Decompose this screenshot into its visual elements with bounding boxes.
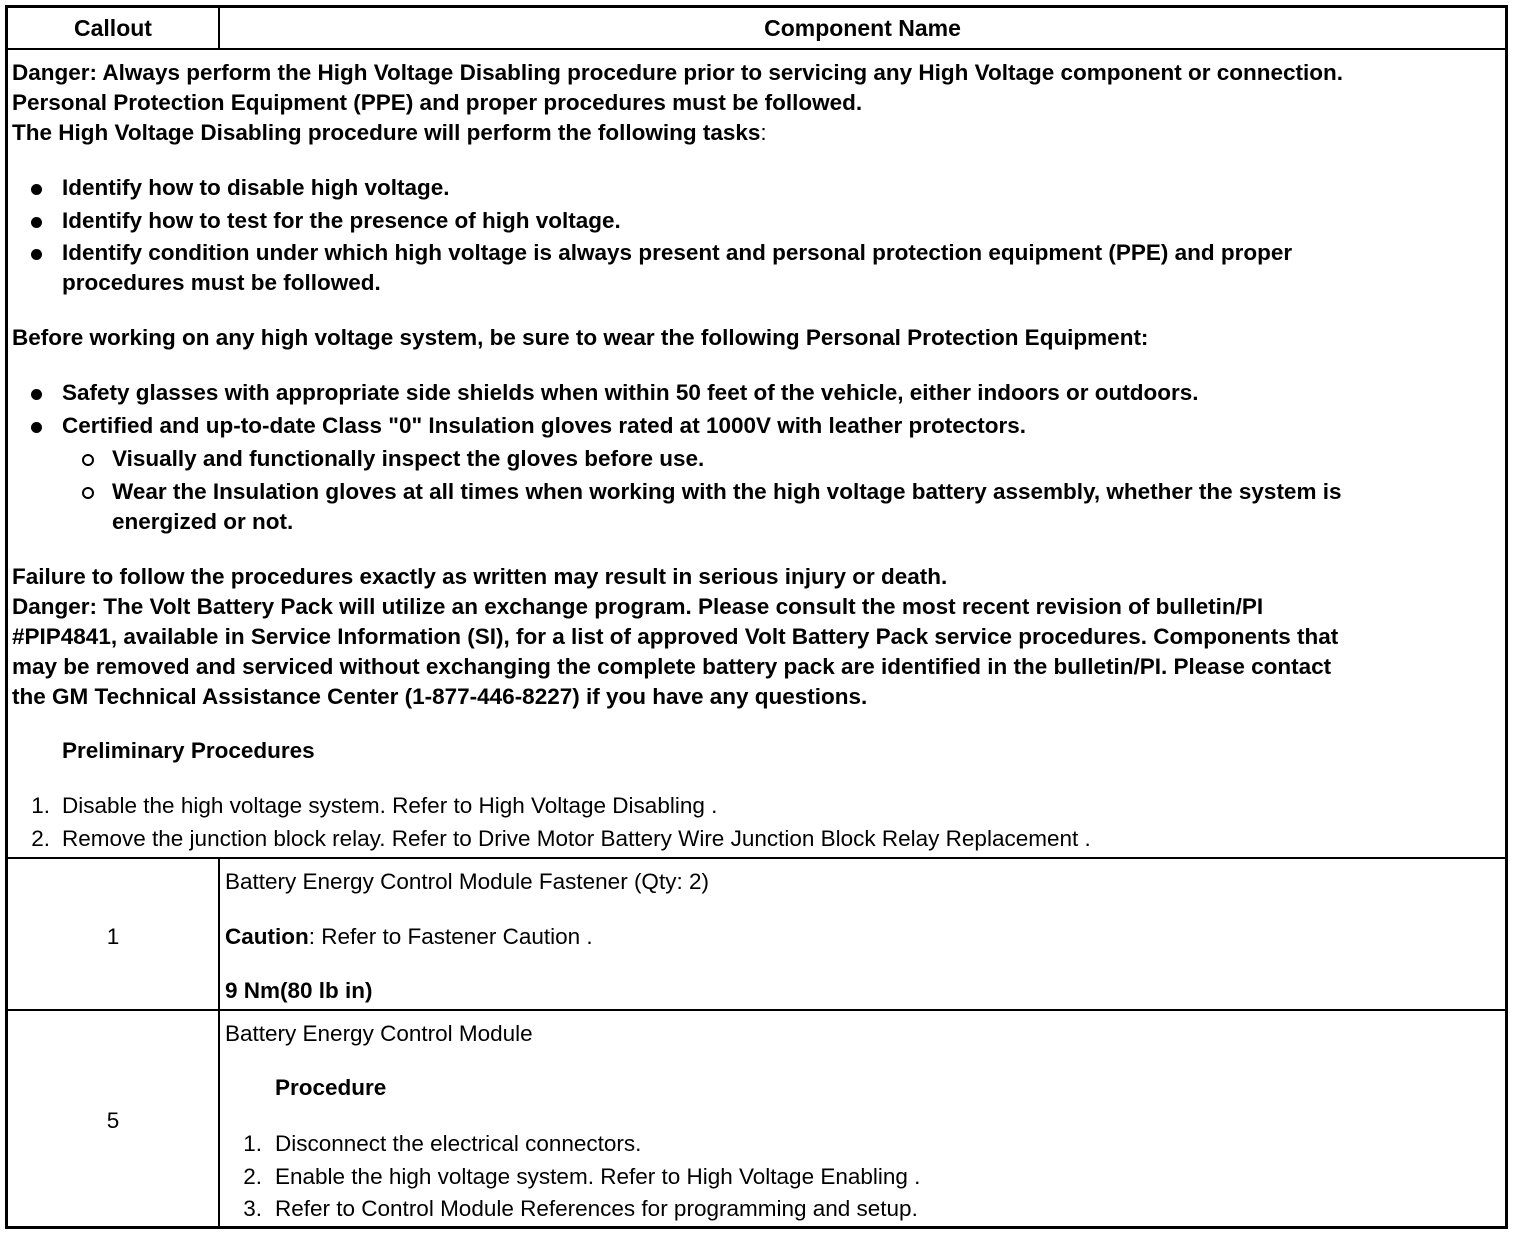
sub-bullet-icon [82,454,94,466]
danger-exchange-line: #PIP4841, available in Service Information (SI), for a list of approved Volt Battery Pack service procedures. Components that [12,624,1339,649]
step-number: 2. [31,826,50,851]
equipment-item: Certified and up-to-date Class "0" Insulation gloves rated at 1000V with leather protectors. [62,413,1027,438]
bullet-icon [31,249,42,260]
glove-subitem-continued: energized or not. [112,509,294,534]
bullet-icon [31,422,42,433]
task-item: Identify how to disable high voltage. [62,175,450,200]
task-item: Identify how to test for the presence of high voltage. [62,208,621,233]
step-number: 1. [31,793,50,818]
glove-subitem: Visually and functionally inspect the gloves before use. [112,446,705,471]
task-item: Identify condition under which high voltage is always present and personal protection equipment (PPE) and proper [62,240,1293,265]
step-number: 3. [243,1196,262,1221]
step-number: 2. [243,1164,262,1189]
failure-warning: Failure to follow the procedures exactly as written may result in serious injury or death. [12,564,948,589]
component-table [5,5,1508,1229]
header-bottom-rule [8,48,1505,50]
row-separator [8,857,1505,859]
preliminary-heading: Preliminary Procedures [62,738,315,763]
tasks-intro [12,118,767,148]
callout-number: 5 [106,1108,120,1133]
callout-number: 1 [106,924,120,949]
procedure-step: Refer to Control Module References for programming and setup. [275,1196,918,1221]
danger-exchange-line: Danger: The Volt Battery Pack will utilize an exchange program. Please consult the most recent revision of bulletin/PI [12,594,1264,619]
equipment-item: Safety glasses with appropriate side shields when within 50 feet of the vehicle, either indoors or outdoors. [62,380,1199,405]
row-separator [8,1009,1505,1011]
danger-exchange-line: the GM Technical Assistance Center (1-877-446-8227) if you have any questions. [12,684,868,709]
bullet-icon [31,184,42,195]
bullet-icon [31,389,42,400]
bullet-icon [31,217,42,228]
tasks-intro-text: The High Voltage Disabling procedure will perform the following tasks [12,120,761,145]
torque-spec: 9 Nm(80 lb in) [225,978,373,1003]
ppe-intro: Before working on any high voltage system, be sure to wear the following Personal Protection Equipment: [12,325,1149,350]
component-name: Battery Energy Control Module [225,1021,533,1046]
callout-header: Callout [74,14,152,41]
sub-bullet-icon [82,487,94,499]
procedure-heading: Procedure [275,1075,387,1100]
component-name-header: Component Name [764,14,961,41]
task-item-continued: procedures must be followed. [62,270,381,295]
caution-line [225,922,593,952]
preliminary-step: Remove the junction block relay. Refer to Drive Motor Battery Wire Junction Block Relay Replacement . [62,826,1091,851]
procedure-step: Enable the high voltage system. Refer to High Voltage Enabling . [275,1164,921,1189]
step-number: 1. [243,1131,262,1156]
glove-subitem: Wear the Insulation gloves at all times when working with the high voltage battery assembly, whether the system is [112,479,1342,504]
danger-exchange-line: may be removed and serviced without exchanging the complete battery pack are identified in the bulletin/PI. Please contact [12,654,1332,679]
caution-label: Caution [225,924,309,949]
procedure-step: Disconnect the electrical connectors. [275,1131,642,1156]
caution-text: : Refer to Fastener Caution . [308,924,593,949]
column-divider [218,1011,220,1229]
column-divider [218,859,220,1009]
component-name: Battery Energy Control Module Fastener (Qty: 2) [225,869,709,894]
danger-warning: Danger: Always perform the High Voltage Disabling procedure prior to servicing any High Voltage component or connection. [12,60,1344,85]
preliminary-step: Disable the high voltage system. Refer to High Voltage Disabling . [62,793,718,818]
ppe-notice: Personal Protection Equipment (PPE) and proper procedures must be followed. [12,90,863,115]
tasks-intro-colon: : [760,120,767,145]
